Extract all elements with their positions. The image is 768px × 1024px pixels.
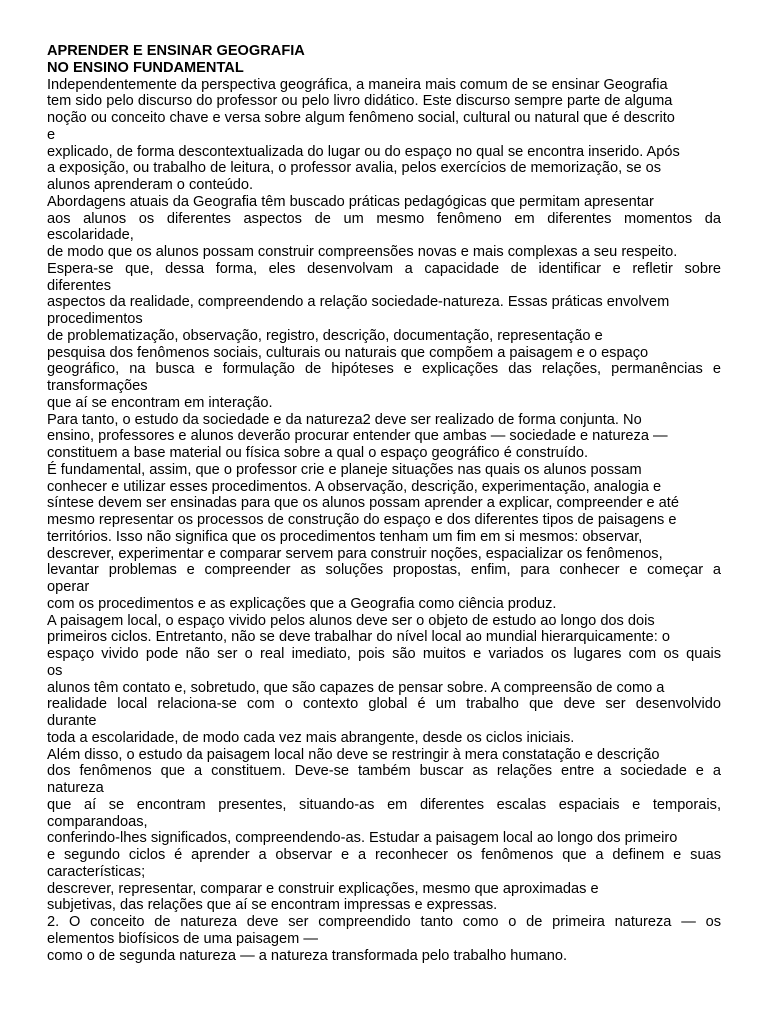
text-line: de modo que os alunos possam construir compreensões novas e mais complexas a seu respeito. [47, 244, 678, 260]
text-line: constituem a base material ou física sobre a qual o espaço geográfico é construído. [47, 445, 589, 461]
text-line: alunos têm contato e, sobretudo, que são capazes de pensar sobre. A compreensão de como a [47, 679, 665, 696]
text-line: É fundamental, assim, que o professor crie e planeje situações nas quais os alunos possam [47, 461, 642, 478]
text-line: descrever, experimentar e comparar servem para construir noções, espacializar os fenômenos, [47, 545, 663, 562]
text-line: de problematização, observação, registro, descrição, documentação, representação e [47, 327, 603, 344]
text-line: escolaridade, [47, 227, 134, 244]
text-line: descrever, representar, comparar e construir explicações, mesmo que aproximadas e [47, 880, 599, 897]
text-line: 2. O conceito de natureza deve ser compreendido tanto como o de primeira natureza — os [47, 914, 721, 930]
text-line: características; [47, 863, 146, 880]
text-line: a exposição, ou trabalho de leitura, o professor avalia, pelos exercícios de memorização, se os [47, 160, 662, 177]
text-line: espaço vivido pode não ser o real imediato, pois são muitos e variados os lugares com os quais [47, 646, 721, 662]
text-line: Além disso, o estudo da paisagem local não deve se restringir à mera constatação e descrição [47, 746, 660, 763]
text-line: levantar problemas e compreender as soluções propostas, enfim, para conhecer e começar a [47, 562, 721, 579]
text-line: e [47, 126, 56, 143]
text-line: durante [47, 713, 97, 729]
text-line: os [47, 662, 63, 679]
text-line: com os procedimentos e as explicações que a Geografia como ciência produz. [47, 595, 557, 612]
text-line: toda a escolaridade, de modo cada vez mais abrangente, desde os ciclos iniciais. [47, 729, 575, 746]
text-line: territórios. Isso não significa que os procedimentos tenham um fim em si mesmos: observar, [47, 528, 643, 545]
text-line: noção ou conceito chave e versa sobre algum fenômeno social, cultural ou natural que é descrito [47, 110, 675, 126]
text-line: que aí se encontram presentes, situando-as em diferentes escalas espaciais e temporais, [47, 796, 721, 813]
title-line-2: NO ENSINO FUNDAMENTAL [47, 59, 244, 76]
text-line: explicado, de forma descontextualizada do lugar ou do espaço no qual se encontra inserido. Após [47, 143, 680, 160]
text-line: como o de segunda natureza — a natureza transformada pelo trabalho humano. [47, 947, 568, 964]
text-line: geográfico, na busca e formulação de hipóteses e explicações das relações, permanências e [47, 361, 721, 378]
text-line: que aí se encontram em interação. [47, 394, 273, 411]
text-line: natureza [47, 780, 104, 796]
document-page [47, 43, 721, 964]
text-line: dos fenômenos que a constituem. Deve-se também buscar as relações entre a sociedade e a [47, 763, 721, 780]
text-line: Independentemente da perspectiva geográfica, a maneira mais comum de se ensinar Geografia [47, 76, 668, 93]
text-line: A paisagem local, o espaço vivido pelos alunos deve ser o objeto de estudo ao longo dos dois [47, 612, 655, 629]
title-line-1: APRENDER E ENSINAR GEOGRAFIA [47, 43, 305, 59]
text-line: elementos biofísicos de uma paisagem — [47, 930, 318, 947]
text-line: transformações [47, 378, 148, 394]
text-line: Espera-se que, dessa forma, eles desenvolvam a capacidade de identificar e refletir sobre [47, 260, 721, 277]
text-line: realidade local relaciona-se com o contexto global é um trabalho que deve ser desenvolvido [47, 696, 721, 713]
text-line: primeiros ciclos. Entretanto, não se deve trabalhar do nível local ao mundial hierarquicamente: o [47, 629, 671, 646]
text-line: ensino, professores e alunos deverão procurar entender que ambas — sociedade e natureza — [47, 428, 668, 445]
document-title [47, 43, 721, 77]
text-line: conferindo-lhes significados, compreendendo-as. Estudar a paisagem local ao longo dos primeiro [47, 830, 678, 847]
text-line: e segundo ciclos é aprender a observar e a reconhecer os fenômenos que a definem e suas [47, 847, 721, 863]
text-line: subjetivas, das relações que aí se encontram impressas e expressas. [47, 897, 498, 914]
text-line: aspectos da realidade, compreendendo a relação sociedade-natureza. Essas práticas envolvem [47, 294, 670, 311]
text-line: mesmo representar os processos de construção do espaço e dos diferentes tipos de paisagens e [47, 512, 677, 528]
text-line: síntese devem ser ensinadas para que os alunos possam aprender a explicar, compreender e até [47, 495, 679, 512]
text-line: pesquisa dos fenômenos sociais, culturais ou naturais que compõem a paisagem e o espaço [47, 344, 649, 361]
text-line: Para tanto, o estudo da sociedade e da natureza2 deve ser realizado de forma conjunta. No [47, 411, 642, 428]
document-body [47, 77, 721, 965]
text-line: aos alunos os diferentes aspectos de um mesmo fenômeno em diferentes momentos da [47, 210, 721, 227]
text-line: Abordagens atuais da Geografia têm buscado práticas pedagógicas que permitam apresentar [47, 193, 654, 210]
text-line: conhecer e utilizar esses procedimentos. A observação, descrição, experimentação, analogia e [47, 478, 662, 495]
text-line: diferentes [47, 277, 112, 294]
text-line: comparandoas, [47, 813, 148, 830]
text-line: alunos aprenderam o conteúdo. [47, 177, 254, 193]
text-line: procedimentos [47, 311, 143, 327]
text-line: tem sido pelo discurso do professor ou pelo livro didático. Este discurso sempre parte de alguma [47, 93, 673, 110]
text-line: operar [47, 579, 90, 595]
